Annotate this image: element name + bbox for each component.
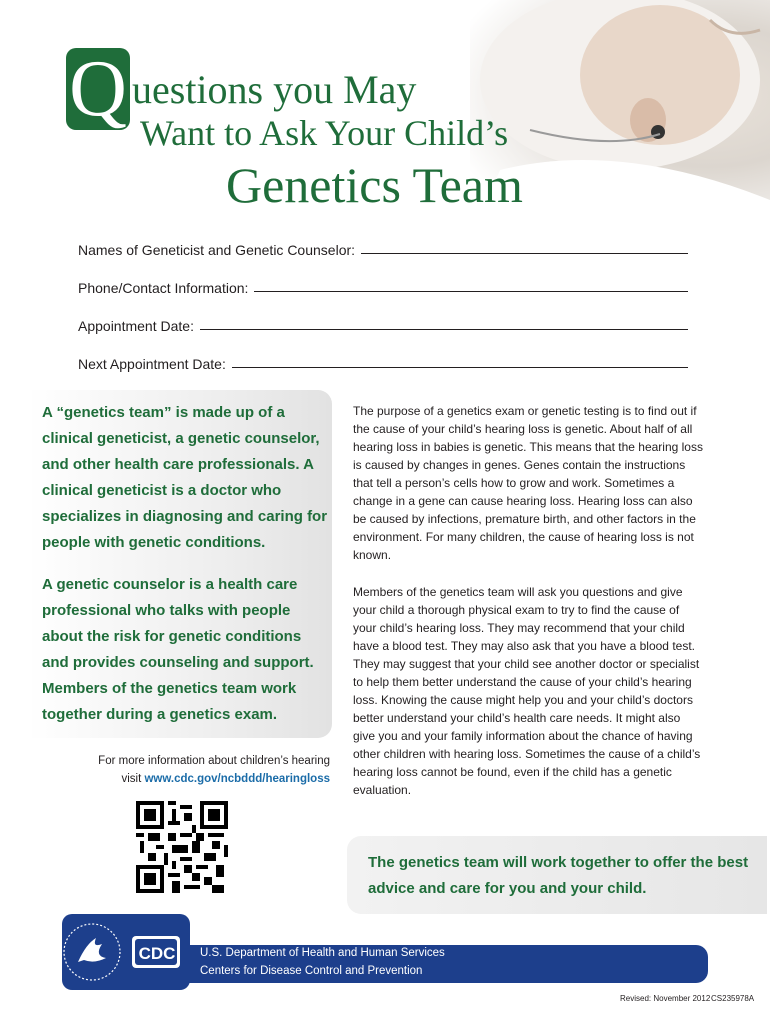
hhs-dept-name: U.S. Department of Health and Human Services [200, 947, 445, 959]
more-info-text: For more information about children’s hearing [98, 755, 330, 767]
genetics-team-exam: Members of the genetics team will ask you questions and give your child a thorough physical exam to try to find the cause of your child’s hearing loss. They may recommend that your child have a blood test. They may also ask that you have a blood test. They may suggest that your child see another doctor or specialist to help them better understand the cause of your child’s hearing loss. Knowing the cause might help you and your child’s doctors better understand your child’s health care needs. It might also give you and your family information about the chance of having other children with hearing loss. Sometimes the cause of a child’s hearing loss cannot be found, even if the child has a genetic evaluation. [353, 585, 701, 797]
title-line-3: Genetics Team [226, 157, 523, 213]
fill-line[interactable] [200, 329, 688, 330]
q-initial: Q [66, 48, 130, 130]
cdc-name: Centers for Disease Control and Prevention [200, 965, 423, 977]
more-info-visit: visit [121, 773, 142, 785]
hearingloss-link[interactable]: www.cdc.gov/ncbddd/hearingloss [144, 773, 330, 785]
callout-text: The genetics team will work together to offer the best advice and care for you and your child. [368, 854, 749, 897]
form-field-label: Names of Geneticist and Genetic Counselor: [78, 242, 356, 258]
more-info [40, 752, 330, 788]
genetic-counselor-definition: A genetic counselor is a health care professional who talks with people about the risk for genetic conditions and provides counseling and support. Members of the genetics team work together during a genetics exam. [42, 576, 314, 723]
form-field-label: Appointment Date: [78, 318, 194, 334]
revision-date: Revised: November 2012 [620, 994, 711, 1003]
title-line-2: Want to Ask Your Child’s [140, 113, 509, 153]
form-field-label: Next Appointment Date: [78, 356, 226, 372]
genetics-team-definition: A “genetics team” is made up of a clinical geneticist, a genetic counselor, and other health care professionals. A clinical geneticist is a doctor who specializes in diagnosing and caring for people with genetic conditions. [42, 404, 328, 551]
cdc-logo-text: CDC [138, 944, 176, 963]
fill-line[interactable] [254, 291, 688, 292]
document-code: CS235978A [711, 994, 755, 1003]
form-field-appointment[interactable] [78, 312, 688, 334]
genetics-exam-purpose: The purpose of a genetics exam or genetic testing is to find out if the cause of your child’s hearing loss is genetic. About half of all hearing loss in babies is genetic. This means that the hearing loss is caused by changes in genes. Genes contain the instructions that tell a person’s cells how to grow and work. Sometimes a change in a gene can cause hearing loss. Hearing loss can also be caused by infections, premature birth, and other factors in the environment. For many children, the cause of hearing loss is not known. [353, 404, 703, 562]
form-field-label: Phone/Contact Information: [78, 280, 249, 296]
fill-line[interactable] [361, 253, 688, 254]
title-line-1: uestions you May [132, 67, 417, 112]
qr-code[interactable] [136, 801, 228, 893]
form-field-phone[interactable] [78, 274, 688, 296]
form-field-next-appointment[interactable] [78, 350, 688, 372]
fill-line[interactable] [232, 367, 688, 368]
form-field-names[interactable] [78, 236, 688, 258]
